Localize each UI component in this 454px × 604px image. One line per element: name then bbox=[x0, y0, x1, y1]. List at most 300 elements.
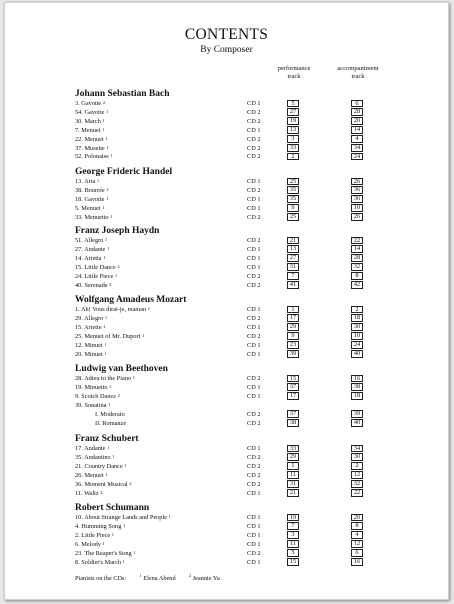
piece-title-text: 40. Serenade bbox=[75, 281, 108, 289]
performance-track-box: 3 bbox=[287, 135, 299, 143]
piece-title bbox=[75, 522, 125, 531]
toc-entry bbox=[5, 177, 448, 186]
performance-track-box: 25 bbox=[287, 213, 299, 221]
cd-number: CD 1 bbox=[247, 540, 261, 548]
piece-title-text: 15. Little Dance bbox=[75, 263, 116, 271]
piece-title-text: II. Romanze bbox=[95, 419, 127, 427]
toc-entry bbox=[5, 236, 448, 245]
toc-entry bbox=[5, 305, 448, 314]
cd-number: CD 1 bbox=[247, 323, 261, 331]
performance-track-box: 2 bbox=[287, 153, 299, 161]
piece-title bbox=[75, 489, 102, 498]
piece-title-text: 51. Allegro bbox=[75, 237, 104, 244]
toc-entry bbox=[5, 213, 448, 222]
cd-number: CD 1 bbox=[247, 306, 261, 313]
performance-track-box: 33 bbox=[287, 144, 299, 152]
piece-title bbox=[95, 410, 125, 419]
piece-title-text: 52. Polonaise bbox=[75, 153, 109, 161]
piece-title-text: 19. Minuetto bbox=[75, 383, 108, 391]
toc-entry bbox=[5, 272, 448, 281]
toc-entry bbox=[5, 383, 448, 392]
cd-number: CD 1 bbox=[247, 178, 261, 185]
piece-title bbox=[75, 453, 115, 462]
accompaniment-track-box: 14 bbox=[351, 126, 363, 134]
pianist-mark: 1 bbox=[122, 522, 126, 528]
piece-title-text: 33. Menuetto bbox=[75, 213, 109, 221]
piece-title bbox=[75, 401, 110, 410]
accompaniment-track-box: 6 bbox=[351, 549, 363, 557]
performance-track-box: 1 bbox=[287, 306, 299, 314]
cd-number: CD 1 bbox=[247, 514, 261, 521]
accompaniment-track-box: 20 bbox=[351, 514, 363, 522]
piece-title bbox=[75, 272, 117, 281]
pianist-mark: 1 bbox=[102, 117, 105, 123]
performance-track-box: 31 bbox=[287, 480, 299, 488]
piece-title bbox=[75, 263, 120, 272]
piece-title bbox=[75, 254, 105, 263]
accompaniment-track-box: 16 bbox=[351, 558, 363, 566]
toc-entry bbox=[5, 263, 448, 272]
performance-track-box: 35 bbox=[287, 195, 299, 203]
performance-track-box: 19 bbox=[287, 117, 299, 125]
pianists-footnote bbox=[75, 573, 220, 582]
performance-track-box: 9 bbox=[287, 204, 299, 212]
page-title: CONTENTS bbox=[184, 26, 269, 43]
pianist-mark: 1 bbox=[105, 471, 108, 477]
footnote-label: Pianists on the CDs: bbox=[75, 575, 127, 583]
piece-title bbox=[75, 236, 107, 245]
piece-title bbox=[75, 186, 109, 195]
pianist-mark: 1 bbox=[132, 375, 135, 380]
accompaniment-track-box: 12 bbox=[351, 540, 363, 548]
piece-title bbox=[75, 444, 109, 453]
piece-title bbox=[75, 117, 105, 126]
performance-track-box: 27 bbox=[287, 108, 299, 116]
cd-number: CD 2 bbox=[247, 453, 261, 461]
accompaniment-track-box: 16 bbox=[351, 375, 363, 383]
piece-title-text: I. Moderato bbox=[95, 410, 125, 418]
accompaniment-track-box: 10 bbox=[351, 332, 363, 340]
performance-track-box: 29 bbox=[287, 453, 299, 461]
cd-number: CD 1 bbox=[247, 341, 261, 349]
piece-title bbox=[75, 471, 108, 480]
accompaniment-track-box: 34 bbox=[351, 445, 363, 453]
pianist-mark: 1 bbox=[168, 514, 171, 519]
piece-title-text: 38. Bourrée bbox=[75, 186, 105, 194]
cd-number: CD 1 bbox=[247, 254, 261, 262]
accompaniment-track-box: 28 bbox=[351, 108, 363, 116]
cd-number: CD 2 bbox=[247, 237, 261, 244]
toc-entry bbox=[5, 332, 448, 341]
piece-title-text: 39. Sonatina bbox=[75, 401, 107, 409]
piece-title-text: 4. Humming Song bbox=[75, 522, 122, 530]
performance-track-box: 21 bbox=[287, 237, 299, 245]
cd-number: CD 2 bbox=[247, 471, 261, 479]
toc-entry bbox=[5, 374, 448, 383]
accompaniment-track-box: 28 bbox=[351, 254, 363, 262]
piece-title-text: 25. Menuet of Mr. Duport bbox=[75, 332, 141, 340]
cd-number: CD 2 bbox=[247, 186, 261, 194]
accompaniment-track-box: 42 bbox=[351, 281, 363, 289]
piece-title bbox=[75, 177, 99, 186]
cd-number: CD 2 bbox=[247, 375, 261, 382]
performance-track-box: 5 bbox=[287, 100, 299, 108]
toc-entry bbox=[5, 126, 448, 135]
pianist-mark: 1 bbox=[107, 445, 110, 450]
cd-number: CD 1 bbox=[247, 204, 261, 212]
accompaniment-track-box: 30 bbox=[351, 323, 363, 331]
piece-title bbox=[75, 126, 104, 135]
cd-number: CD 2 bbox=[247, 135, 261, 143]
pianist-mark: 1 bbox=[104, 350, 107, 356]
pianist-mark: 1 bbox=[104, 237, 108, 242]
pianist-mark: 1 bbox=[105, 108, 109, 114]
accompaniment-track-box: 24 bbox=[351, 341, 363, 349]
piece-title-text: 54. Gavotte bbox=[75, 108, 105, 116]
performance-track-box: 39 bbox=[287, 350, 299, 358]
piece-title-text: 23. The Reaper's Song bbox=[75, 549, 132, 557]
cd-number: CD 1 bbox=[247, 383, 261, 391]
performance-track-box: 11 bbox=[287, 540, 299, 548]
toc-entry bbox=[5, 453, 448, 462]
cd-number: CD 2 bbox=[247, 281, 261, 289]
accompaniment-track-box: 32 bbox=[351, 480, 363, 488]
cd-number: CD 1 bbox=[247, 100, 261, 107]
pianist-mark: 2 bbox=[102, 100, 106, 105]
piece-title-text: 8. Soldier's March bbox=[75, 558, 122, 566]
piece-title-text: 3. Gavotte bbox=[75, 100, 102, 107]
cd-number: CD 1 bbox=[247, 263, 261, 271]
piece-title-text: 2. Little Piece bbox=[75, 531, 111, 539]
piece-title bbox=[95, 419, 126, 428]
performance-track-box: 33 bbox=[287, 445, 299, 453]
performance-track-box: 37 bbox=[287, 410, 299, 418]
piece-title bbox=[75, 108, 108, 117]
cd-number: CD 1 bbox=[247, 522, 261, 530]
toc-entry bbox=[5, 314, 448, 323]
piece-title bbox=[75, 540, 105, 549]
piece-title-text: 29. Allegro bbox=[75, 314, 104, 322]
piece-title-text: 21. Country Dance bbox=[75, 462, 123, 470]
accompaniment-track-box: 26 bbox=[351, 178, 363, 186]
toc-entry bbox=[5, 522, 448, 531]
toc-entry bbox=[5, 117, 448, 126]
accompaniment-track-box: 39 bbox=[351, 410, 363, 418]
piece-title bbox=[75, 374, 135, 383]
pianist-mark: 2 bbox=[117, 392, 120, 398]
footnote-mark: 1 bbox=[139, 573, 142, 578]
piece-title-text: 35. Andantino bbox=[75, 453, 111, 461]
cd-number: CD 2 bbox=[247, 480, 261, 488]
cd-number: CD 1 bbox=[247, 531, 261, 539]
piece-title bbox=[75, 99, 105, 108]
piece-title bbox=[75, 531, 114, 540]
accompaniment-track-box: 10 bbox=[351, 204, 363, 212]
pianist-mark: 1 bbox=[103, 323, 106, 329]
toc-entry bbox=[5, 204, 448, 213]
toc-entry bbox=[5, 462, 448, 471]
piece-title bbox=[75, 383, 111, 392]
piece-title-text: 5. Menuet bbox=[75, 204, 101, 212]
accompaniment-track-box: 18 bbox=[351, 314, 363, 322]
accompaniment-track-box: 26 bbox=[351, 213, 363, 221]
accompaniment-track-box: 38 bbox=[351, 383, 363, 391]
piece-title bbox=[75, 558, 125, 567]
accompaniment-track-box: 4 bbox=[351, 531, 363, 539]
toc-entry bbox=[5, 471, 448, 480]
performance-track-box: 21 bbox=[287, 489, 299, 497]
piece-title bbox=[75, 281, 111, 290]
composer-heading: Johann Sebastian Bach bbox=[75, 89, 170, 99]
pianist-mark: 1 bbox=[102, 540, 105, 546]
contents-page bbox=[4, 2, 449, 600]
accompaniment-track-box: 12 bbox=[351, 471, 363, 479]
toc-entry bbox=[5, 489, 448, 498]
pianist-mark: 1 bbox=[133, 549, 136, 555]
accompaniment-track-box: 8 bbox=[351, 522, 363, 530]
performance-track-box: 9 bbox=[287, 332, 299, 340]
performance-track-box: 19 bbox=[287, 514, 299, 522]
toc-entry bbox=[5, 99, 448, 108]
piece-title-text: 7. Menuet bbox=[75, 126, 101, 134]
performance-track-box: 23 bbox=[287, 341, 299, 349]
accompaniment-track-box: 24 bbox=[351, 153, 363, 161]
toc-entry bbox=[5, 108, 448, 117]
performance-track-box: 35 bbox=[287, 186, 299, 194]
piece-title-text: 20. Minuet bbox=[75, 350, 103, 358]
composer-heading: Robert Schumann bbox=[75, 503, 150, 513]
performance-track-box: 37 bbox=[287, 383, 299, 391]
accompaniment-track-box: 4 bbox=[351, 135, 363, 143]
pianist-mark: 1 bbox=[103, 254, 106, 260]
performance-track-box: 13 bbox=[287, 245, 299, 253]
piece-title bbox=[75, 195, 108, 204]
pianist-mark: 1 bbox=[110, 153, 113, 159]
performance-track-box: 17 bbox=[287, 392, 299, 400]
performance-track-box: 13 bbox=[287, 126, 299, 134]
composer-heading: Wolfgang Amadeus Mozart bbox=[75, 295, 187, 305]
performance-track-box: 7 bbox=[287, 522, 299, 530]
accompaniment-track-box: 22 bbox=[351, 489, 363, 497]
toc-entry bbox=[5, 195, 448, 204]
piece-title-text: 10. About Strange Lands and People bbox=[75, 514, 167, 521]
piece-title bbox=[75, 204, 104, 213]
cd-number: CD 2 bbox=[247, 332, 261, 340]
toc-entry bbox=[5, 419, 448, 428]
cd-number: CD 1 bbox=[247, 350, 261, 358]
performance-track-box: 27 bbox=[287, 254, 299, 262]
accompaniment-track-box: 34 bbox=[351, 144, 363, 152]
piece-title bbox=[75, 462, 127, 471]
piece-title bbox=[75, 305, 150, 314]
pianist-mark: 2 bbox=[129, 480, 132, 486]
accompaniment-track-box: 32 bbox=[351, 263, 363, 271]
pianist-name: Jeannie Yu bbox=[192, 575, 220, 583]
accompaniment-track-box: 40 bbox=[351, 350, 363, 358]
toc-entry bbox=[5, 350, 448, 359]
composer-heading: Franz Joseph Haydn bbox=[75, 226, 160, 236]
toc-entry bbox=[5, 341, 448, 350]
pianist-name: Elena Abend bbox=[143, 575, 176, 583]
piece-title-text: 26. Menuet bbox=[75, 471, 104, 479]
performance-track-box: 7 bbox=[287, 272, 299, 280]
toc-entry bbox=[5, 144, 448, 153]
cd-number: CD 2 bbox=[247, 314, 261, 322]
piece-title-text: 12. Minuet bbox=[75, 341, 103, 349]
piece-title bbox=[75, 213, 112, 222]
accompaniment-track-box: 40 bbox=[351, 419, 363, 427]
piece-title-text: 28. Adieu to the Piano bbox=[75, 375, 132, 382]
toc-entry bbox=[5, 152, 448, 161]
cd-number: CD 1 bbox=[247, 195, 261, 203]
accompaniment-track-box: 36 bbox=[351, 195, 363, 203]
toc-entry bbox=[5, 401, 448, 410]
composer-heading: Franz Schubert bbox=[75, 434, 139, 444]
cd-number: CD 1 bbox=[247, 245, 261, 253]
cd-number: CD 2 bbox=[247, 549, 261, 557]
toc-entry bbox=[5, 323, 448, 332]
piece-title bbox=[75, 332, 144, 341]
cd-number: CD 2 bbox=[247, 117, 261, 125]
piece-title bbox=[75, 341, 106, 350]
cd-number: CD 2 bbox=[247, 272, 261, 280]
toc-entry bbox=[5, 444, 448, 453]
piece-title bbox=[75, 152, 113, 161]
cd-number: CD 2 bbox=[247, 462, 261, 470]
piece-title-text: 14. Arietta bbox=[75, 254, 102, 262]
accompaniment-track-box: 22 bbox=[351, 237, 363, 245]
pianist-mark: 1 bbox=[111, 531, 114, 537]
accompaniment-track-box: 20 bbox=[351, 117, 363, 125]
cd-number: CD 1 bbox=[247, 126, 261, 134]
piece-title-text: 37. Musette bbox=[75, 144, 105, 152]
cd-number: CD 2 bbox=[247, 410, 261, 418]
cd-number: CD 1 bbox=[247, 392, 261, 400]
piece-title bbox=[75, 135, 108, 144]
accompaniment-track-box: 8 bbox=[351, 272, 363, 280]
accompaniment-track-box: 14 bbox=[351, 245, 363, 253]
piece-title bbox=[75, 350, 106, 359]
cd-number: CD 2 bbox=[247, 153, 261, 161]
pianist-mark: 1 bbox=[122, 558, 125, 564]
performance-track-box: 38 bbox=[287, 419, 299, 427]
pianist-mark: 1 bbox=[147, 306, 150, 311]
pianist-mark: 1 bbox=[107, 245, 110, 251]
cd-number: CD 1 bbox=[247, 558, 261, 566]
piece-title bbox=[75, 314, 107, 323]
pianist-mark: 1 bbox=[104, 341, 107, 347]
accompaniment-track-header: accompaniment track bbox=[337, 65, 379, 80]
pianist-mark: 1 bbox=[108, 401, 111, 407]
pianist-mark: 1 bbox=[109, 383, 112, 389]
accompaniment-track-box: 6 bbox=[351, 100, 363, 108]
performance-track-header: performance track bbox=[277, 65, 311, 80]
pianist-mark: 1 bbox=[142, 332, 145, 338]
piece-title-text: 1. Ah! Vous dirai-je, maman bbox=[75, 306, 147, 313]
piece-title bbox=[75, 144, 109, 153]
cd-number: CD 2 bbox=[247, 213, 261, 221]
piece-title-text: 22. Menuet bbox=[75, 135, 104, 143]
pianist-mark: 1 bbox=[114, 272, 118, 278]
toc-entry bbox=[5, 410, 448, 419]
performance-track-box: 17 bbox=[287, 314, 299, 322]
toc-entry bbox=[5, 513, 448, 522]
toc-entry bbox=[5, 281, 448, 290]
toc-entry bbox=[5, 558, 448, 567]
cd-number: CD 1 bbox=[247, 489, 261, 497]
performance-track-box: 31 bbox=[287, 263, 299, 271]
pianist-mark: 1 bbox=[105, 135, 108, 141]
piece-title-text: 30. March bbox=[75, 117, 101, 125]
piece-title bbox=[75, 480, 131, 489]
toc-entry bbox=[5, 549, 448, 558]
accompaniment-track-box: 30 bbox=[351, 453, 363, 461]
pianist-mark: 1 bbox=[102, 126, 105, 132]
piece-title-text: 11. Waltz bbox=[75, 489, 99, 497]
performance-track-box: 41 bbox=[287, 281, 299, 289]
piece-title bbox=[75, 323, 105, 332]
performance-track-box: 3 bbox=[287, 531, 299, 539]
footnote-mark: 2 bbox=[188, 573, 192, 578]
toc-entry bbox=[5, 135, 448, 144]
pianist-mark: 2 bbox=[106, 186, 109, 192]
performance-track-box: 15 bbox=[287, 375, 299, 383]
accompaniment-track-box: 36 bbox=[351, 186, 363, 194]
cd-number: CD 1 bbox=[247, 445, 261, 452]
piece-title bbox=[75, 549, 135, 558]
piece-title-text: 36. Moment Musical bbox=[75, 480, 128, 488]
accompaniment-track-box: 2 bbox=[351, 306, 363, 314]
pianist-mark: 2 bbox=[117, 263, 120, 269]
performance-track-box: 11 bbox=[287, 471, 299, 479]
performance-track-box: 29 bbox=[287, 323, 299, 331]
accompaniment-track-box: 2 bbox=[351, 462, 363, 470]
accompaniment-track-box: 18 bbox=[351, 392, 363, 400]
toc-entry bbox=[5, 480, 448, 489]
performance-track-box: 5 bbox=[287, 549, 299, 557]
piece-title bbox=[75, 392, 120, 401]
piece-title-text: 15. Ariette bbox=[75, 323, 102, 331]
piece-title-text: 18. Gavotte bbox=[75, 195, 105, 203]
pianist-mark: 1 bbox=[110, 213, 113, 219]
pianist-mark: 1 bbox=[102, 204, 105, 210]
piece-title-text: 6. Melody bbox=[75, 540, 101, 548]
piece-title bbox=[75, 245, 109, 254]
toc-entry bbox=[5, 245, 448, 254]
toc-entry bbox=[5, 186, 448, 195]
performance-track-box: 25 bbox=[287, 178, 299, 186]
piece-title-text: 13. Aria bbox=[75, 178, 96, 185]
pianist-mark: 2 bbox=[100, 489, 103, 495]
pianist-mark: 2 bbox=[109, 281, 112, 287]
piece-title-text: 9. Scotch Dance bbox=[75, 392, 117, 400]
pianist-mark: 1 bbox=[106, 144, 109, 150]
piece-title-text: 27. Andante bbox=[75, 245, 106, 253]
pianist-mark: 1 bbox=[124, 462, 127, 468]
toc-entry bbox=[5, 254, 448, 263]
composer-heading: George Frideric Handel bbox=[75, 167, 173, 177]
toc-entry bbox=[5, 392, 448, 401]
toc-entry bbox=[5, 540, 448, 549]
performance-track-box: 15 bbox=[287, 558, 299, 566]
cd-number: CD 2 bbox=[247, 419, 261, 427]
pianist-mark: 1 bbox=[96, 178, 100, 183]
pianist-mark: 1 bbox=[112, 453, 115, 459]
piece-title-text: 24. Little Piece bbox=[75, 272, 114, 280]
cd-number: CD 2 bbox=[247, 108, 261, 116]
performance-track-box: 1 bbox=[287, 462, 299, 470]
piece-title-text: 17. Andante bbox=[75, 445, 106, 452]
